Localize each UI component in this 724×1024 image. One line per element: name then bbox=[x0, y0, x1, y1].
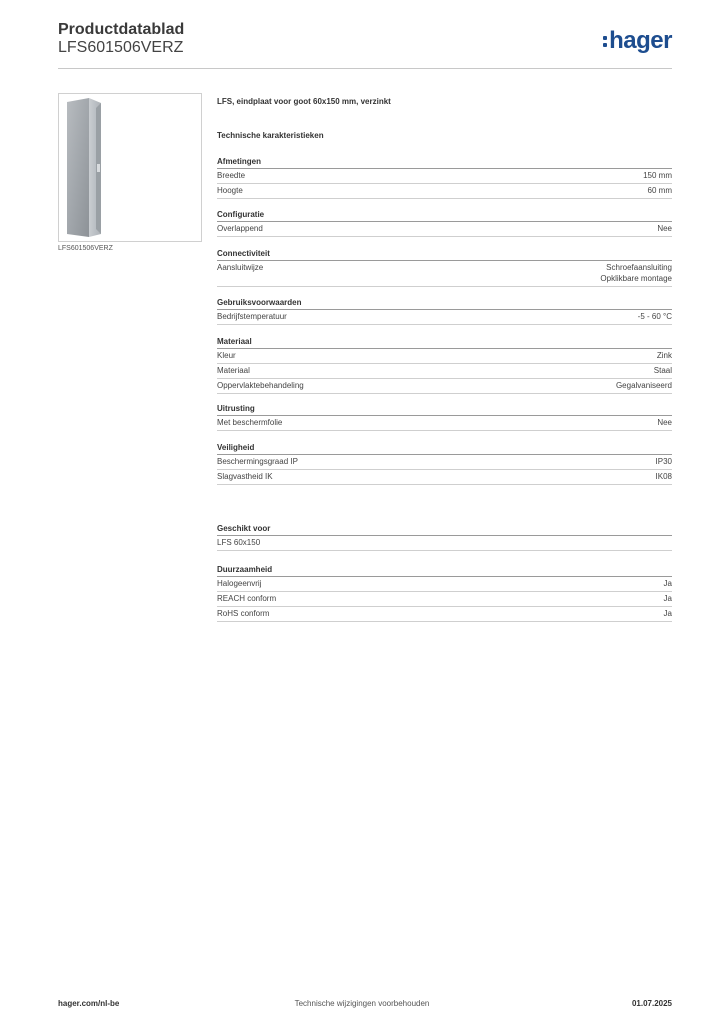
spec-row bbox=[217, 261, 672, 287]
product-description: LFS, eindplaat voor goot 60x150 mm, verzinkt bbox=[217, 97, 391, 106]
spec-row bbox=[217, 470, 672, 485]
spec-value: IP30 bbox=[655, 457, 672, 466]
spec-value: Ja bbox=[663, 594, 672, 603]
footer-website: hager.com/nl-be bbox=[58, 999, 120, 1008]
spec-label: Slagvastheid IK bbox=[217, 472, 273, 481]
spec-value: Gegalvaniseerd bbox=[615, 381, 672, 390]
spec-label: REACH conform bbox=[217, 594, 277, 603]
section-duurzaamheid bbox=[217, 563, 672, 622]
footer-notice: Technische wijzigingen voorbehouden bbox=[294, 999, 430, 1008]
spec-row bbox=[217, 310, 672, 325]
section-materiaal bbox=[217, 335, 672, 394]
spec-value: Nee bbox=[657, 224, 672, 233]
spec-value: Ja bbox=[663, 579, 672, 588]
spec-value: Nee bbox=[657, 418, 672, 427]
section-title: Geschikt voor bbox=[217, 522, 672, 536]
spec-row bbox=[217, 455, 672, 470]
section-geschikt-voor bbox=[217, 522, 672, 551]
spec-label: Breedte bbox=[217, 171, 246, 180]
spec-value: Zink bbox=[656, 351, 672, 360]
spec-label: Oppervlaktebehandeling bbox=[217, 381, 304, 390]
footer-date: 01.07.2025 bbox=[631, 999, 672, 1008]
tech-heading: Technische karakteristieken bbox=[217, 131, 324, 140]
section-title: Veiligheid bbox=[217, 441, 672, 455]
spec-label: Bedrijfstemperatuur bbox=[217, 312, 287, 321]
section-title: Materiaal bbox=[217, 335, 672, 349]
header-divider bbox=[58, 68, 672, 69]
spec-label: LFS 60x150 bbox=[217, 538, 261, 547]
spec-value: -5 - 60 °C bbox=[637, 312, 672, 321]
spec-label: Halogeenvrij bbox=[217, 579, 262, 588]
section-veiligheid bbox=[217, 441, 672, 485]
spec-value: Staal bbox=[653, 366, 672, 375]
spec-value: 150 mm bbox=[643, 171, 672, 180]
logo-text: hager bbox=[609, 27, 672, 54]
section-configuratie bbox=[217, 208, 672, 237]
spec-label: Overlappend bbox=[217, 224, 263, 233]
spec-row bbox=[217, 577, 672, 592]
spec-label: RoHS conform bbox=[217, 609, 270, 618]
spec-label: Beschermingsgraad IP bbox=[217, 457, 298, 466]
spec-label: Met beschermfolie bbox=[217, 418, 283, 427]
spec-label: Aansluitwijze bbox=[217, 263, 264, 272]
image-caption: LFS601506VERZ bbox=[58, 245, 113, 252]
page-title: Productdatablad bbox=[58, 21, 185, 38]
section-title: Duurzaamheid bbox=[217, 563, 672, 577]
spec-value: IK08 bbox=[655, 472, 672, 481]
spec-row bbox=[217, 222, 672, 237]
spec-row bbox=[217, 349, 672, 364]
spec-value-line: Opklikbare montage bbox=[600, 274, 672, 283]
spec-row bbox=[217, 536, 672, 551]
product-code: LFS601506VERZ bbox=[58, 39, 184, 56]
section-uitrusting bbox=[217, 402, 672, 431]
spec-row bbox=[217, 169, 672, 184]
section-title: Uitrusting bbox=[217, 402, 672, 416]
section-title: Connectiviteit bbox=[217, 247, 672, 261]
spec-row bbox=[217, 592, 672, 607]
logo-dots-icon bbox=[603, 34, 607, 48]
spec-value: 60 mm bbox=[647, 186, 672, 195]
section-afmetingen bbox=[217, 155, 672, 199]
spec-label: Materiaal bbox=[217, 366, 250, 375]
spec-label: Kleur bbox=[217, 351, 236, 360]
section-title: Gebruiksvoorwaarden bbox=[217, 296, 672, 310]
spec-value: Ja bbox=[663, 609, 672, 618]
end-plate-illustration-icon bbox=[59, 94, 201, 241]
section-title: Configuratie bbox=[217, 208, 672, 222]
section-connectiviteit bbox=[217, 247, 672, 287]
spec-row bbox=[217, 416, 672, 431]
spec-row bbox=[217, 184, 672, 199]
product-image bbox=[58, 93, 202, 242]
section-title: Afmetingen bbox=[217, 155, 672, 169]
spec-row bbox=[217, 607, 672, 622]
spec-label: Hoogte bbox=[217, 186, 243, 195]
section-gebruiksvoorwaarden bbox=[217, 296, 672, 325]
spec-value-line: Schroefaansluiting bbox=[606, 263, 672, 272]
hager-logo bbox=[603, 26, 672, 56]
spec-value bbox=[600, 262, 672, 284]
spec-row bbox=[217, 364, 672, 379]
spec-row bbox=[217, 379, 672, 394]
